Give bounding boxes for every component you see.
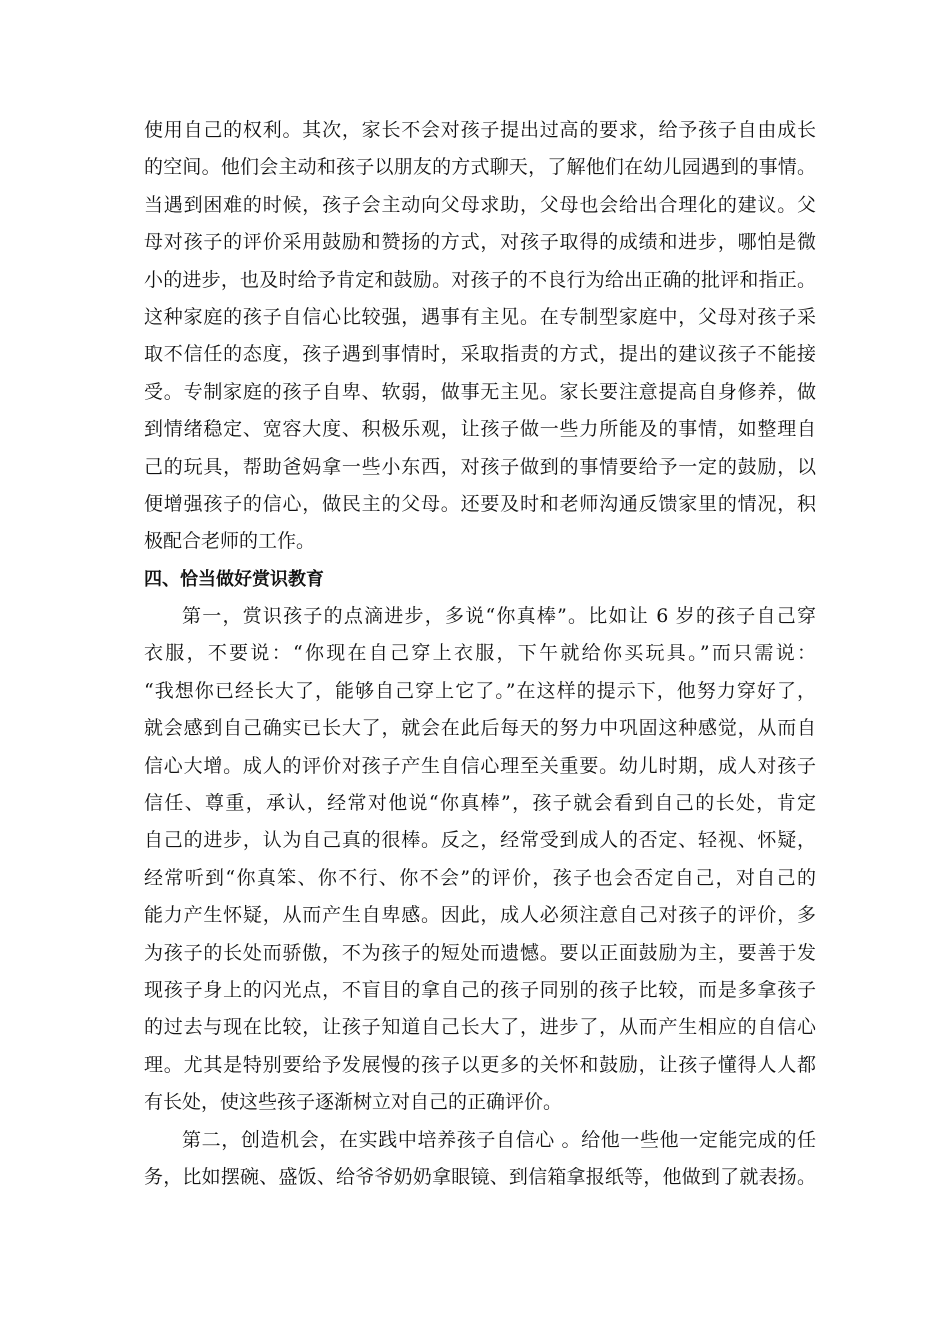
paragraph-parenting-styles <box>144 112 816 561</box>
text-line: 取不信任的态度，孩子遇到事情时，采取指责的方式，提出的建议孩子不能接 <box>144 343 816 366</box>
text-line: 自己的进步，认为自己真的很棒。反之，经常受到成人的否定、轻视、怀疑， <box>144 829 816 852</box>
text-line: 信任、尊重，承认，经常对他说“你真棒”，孩子就会看到自己的长处，肯定 <box>144 792 816 815</box>
text-line: 受。专制家庭的孩子自卑、软弱，做事无主见。家长要注意提高自身修养，做 <box>144 380 816 403</box>
text-line: 母对孩子的评价采用鼓励和赞扬的方式，对孩子取得的成绩和进步，哪怕是微 <box>144 231 816 254</box>
text-line: 小的进步，也及时给予肯定和鼓励。对孩子的不良行为给出正确的批评和指正。 <box>144 268 816 291</box>
text-line: 当遇到困难的时候，孩子会主动向父母求助，父母也会给出合理化的建议。父 <box>144 193 816 216</box>
text-line: 信心大增。成人的评价对孩子产生自信心理至关重要。幼儿时期，成人对孩子 <box>144 754 816 777</box>
text-line: 为孩子的长处而骄傲，不为孩子的短处而遗憾。要以正面鼓励为主，要善于发 <box>144 941 816 964</box>
text-line: 务，比如摆碗、盛饭、给爷爷奶奶拿眼镜、到信箱拿报纸等，他做到了就表扬。 <box>144 1165 816 1188</box>
text-line: 使用自己的权利。其次，家长不会对孩子提出过高的要求，给予孩子自由成长 <box>144 119 816 141</box>
text-line: 的过去与现在比较，让孩子知道自己长大了，进步了，从而产生相应的自信心 <box>144 1016 816 1039</box>
paragraph-create-opportunities <box>144 1122 816 1197</box>
text-line: 第二，创造机会，在实践中培养孩子自信心 。给他一些他一定能完成的任 <box>182 1128 816 1151</box>
text-line: 的空间。他们会主动和孩子以朋友的方式聊天，了解他们在幼儿园遇到的事情。 <box>144 156 816 179</box>
text-line: 衣服，不要说：“你现在自己穿上衣服，下午就给你买玩具。”而只需说： <box>144 642 816 665</box>
text-line: 极配合老师的工作。 <box>144 530 316 553</box>
text-line: 便增强孩子的信心，做民主的父母。还要及时和老师沟通反馈家里的情况，积 <box>144 492 816 515</box>
text-line: 有长处，使这些孩子逐渐树立对自己的正确评价。 <box>144 1091 563 1114</box>
text-line: 现孩子身上的闪光点，不盲目的拿自己的孩子同别的孩子比较，而是多拿孩子 <box>144 978 816 1001</box>
text-line: 第一，赏识孩子的点滴进步，多说“你真棒”。比如让 6 岁的孩子自己穿 <box>182 605 816 628</box>
document-body <box>144 112 816 1196</box>
paragraph-praise-progress <box>144 598 816 1121</box>
text-line: 己的玩具，帮助爸妈拿一些小东西，对孩子做到的事情要给予一定的鼓励，以 <box>144 455 816 478</box>
text-line: 这种家庭的孩子自信心比较强，遇事有主见。在专制型家庭中，父母对孩子采 <box>144 305 816 328</box>
text-line: 经常听到“你真笨、你不行、你不会”的评价，孩子也会否定自己，对自己的 <box>144 866 816 889</box>
text-line: 理。尤其是特别要给予发展慢的孩子以更多的关怀和鼓励，让孩子懂得人人都 <box>144 1053 816 1076</box>
text-line: 到情绪稳定、宽容大度、积极乐观，让孩子做一些力所能及的事情，如整理自 <box>144 418 816 441</box>
text-line: 就会感到自己确实已长大了，就会在此后每天的努力中巩固这种感觉，从而自 <box>144 717 816 740</box>
text-line: 能力产生怀疑，从而产生自卑感。因此，成人必须注意自己对孩子的评价，多 <box>144 904 816 927</box>
text-line: “我想你已经长大了，能够自己穿上它了。”在这样的提示下，他努力穿好了， <box>144 679 816 702</box>
section-heading: 四、恰当做好赏识教育 <box>144 568 324 590</box>
